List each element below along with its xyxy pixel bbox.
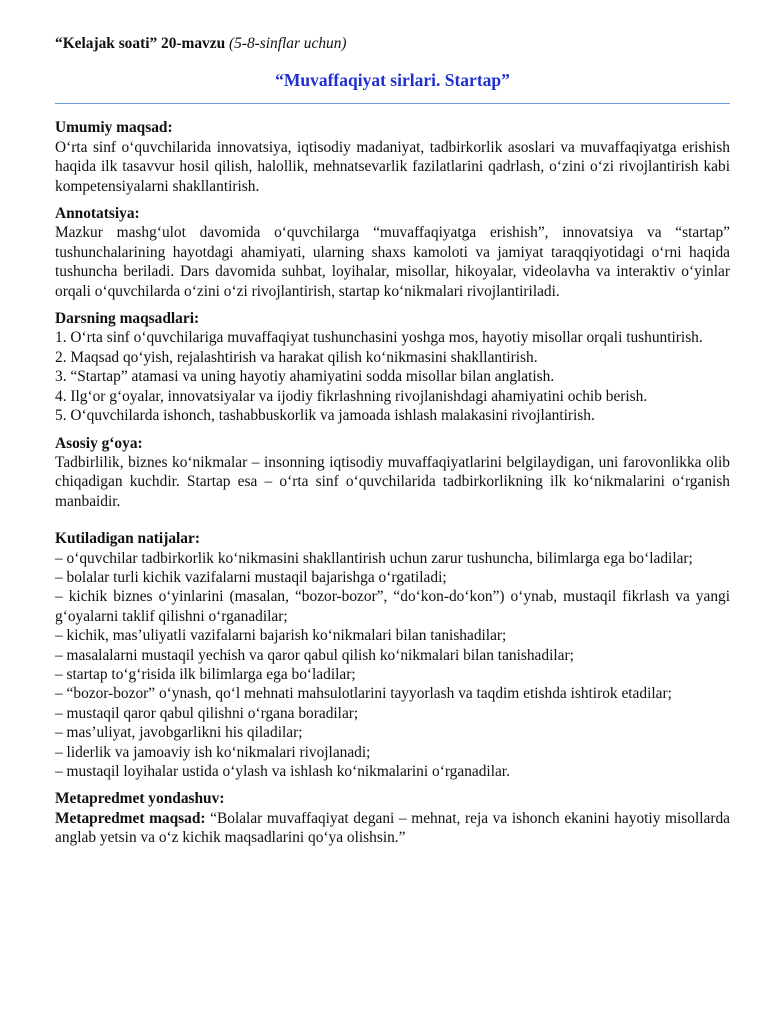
section-heading: Annotatsiya: bbox=[55, 205, 140, 223]
section-text: Tadbirlilik, biznes ko‘nikmalar – insonning iqtisodiy muvaffaqiyatlarini belgilaydigan, uni farovonlikka olib chiqadigan kuchdir. Startap esa – o‘rta sinf o‘quvchilarida tadbirkorlikning ilk ko‘nikmalarini o‘rganish manbaidir. bbox=[55, 453, 730, 510]
section-annotatsiya bbox=[55, 204, 730, 301]
list-item: 5. O‘quvchilarda ishonch, tashabbuskorlik va jamoada ishlash malakasini rivojlantirish. bbox=[55, 407, 595, 425]
section-heading: Kutiladigan natijalar: bbox=[55, 530, 200, 548]
list-item: – startap to‘g‘risida ilk bilimlarga ega bo‘ladilar; bbox=[55, 665, 356, 683]
list-item: – bolalar turli kichik vazifalarni mustaqil bajarishga o‘rgatiladi; bbox=[55, 568, 447, 586]
metapredmet-paragraph bbox=[55, 809, 730, 848]
list-item: – liderlik va jamoaviy ish ko‘nikmalari rivojlanadi; bbox=[55, 743, 371, 761]
section-asosiy-goya bbox=[55, 434, 730, 512]
list-item: – kichik, mas’uliyatli vazifalarni bajarish ko‘nikmalari bilan tanishadilar; bbox=[55, 627, 507, 645]
section-text: Mazkur mashg‘ulot davomida o‘quvchilarga “muvaffaqiyatga erishish”, innovatsiya va “startap” tushunchalarining hayotdagi ahamiyati, ularning shaxs kamoloti va jamiyat taraqqiyotidagi o‘rni haqida tushuncha beriladi. Dars davomida suhbat, loyihalar, misollar, hikoyalar, videolavha va interaktiv o‘yinlar orqali o‘quvchilarda o‘zini o‘zi rivojlantirish, startap ko‘nikmalari rivojlantiriladi. bbox=[55, 224, 730, 300]
list-item: – mas’uliyat, javobgarlikni his qiladilar; bbox=[55, 724, 303, 742]
list-item: – mustaqil loyihalar ustida o‘ylash va ishlash ko‘nikmalarini o‘rganadilar. bbox=[55, 763, 510, 780]
lesson-header-topic: “Kelajak soati” 20-mavzu bbox=[55, 35, 226, 52]
section-kutiladigan-natijalar bbox=[55, 529, 730, 781]
list-item: – o‘quvchilar tadbirkorlik ko‘nikmasini shakllantirish uchun zarur tushuncha, bilimlarga ega bo‘ladilar; bbox=[55, 549, 693, 567]
list-item: 1. O‘rta sinf o‘quvchilariga muvaffaqiyat tushunchasini yoshga mos, hayotiy misollar orqali tushuntirish. bbox=[55, 329, 703, 347]
section-heading: Asosiy g‘oya: bbox=[55, 434, 143, 452]
metapredmet-text: “Bolalar muvaffaqiyat degani – mehnat, reja va ishonch ekanini hayotiy misollarda anglab yetsin va o‘z kichik maqsadlarini qo‘ya olishsin.” bbox=[55, 809, 730, 847]
section-darsning-maqsadlari bbox=[55, 309, 730, 425]
list-item: 4. Ilg‘or g‘oyalar, innovatsiyalar va ijodiy fikrlashning rivojlanishdagi ahamiyatini ochib berish. bbox=[55, 387, 648, 405]
section-heading: Darsning maqsadlari: bbox=[55, 310, 200, 328]
list-item: – “bozor-bozor” o‘ynash, qo‘l mehnati mahsulotlarini tayyorlash va taqdim etishda ishtirok etadilar; bbox=[55, 685, 672, 703]
lesson-header-grades: (5-8-sinflar uchun) bbox=[229, 35, 347, 52]
section-umumiy-maqsad bbox=[55, 118, 730, 196]
list-item: – masalalarni mustaqil yechish va qaror qabul qilish ko‘nikmalari bilan tanishadilar; bbox=[55, 646, 574, 664]
list-item: 2. Maqsad qo‘yish, rejalashtirish va harakat qilish ko‘nikmasini shakllantirish. bbox=[55, 348, 538, 366]
document-title: “Muvaffaqiyat sirlari. Startap” bbox=[275, 70, 510, 91]
list-item: – kichik biznes o‘yinlarini (masalan, “bozor-bozor”, “do‘kon-do‘kon”) o‘ynab, mustaqil fikrlash va yangi g‘oyalarni taklif qilishni o‘rganadilar; bbox=[55, 588, 730, 625]
section-heading: Umumiy maqsad: bbox=[55, 119, 173, 137]
list-item: – mustaqil qaror qabul qilishni o‘rgana boradilar; bbox=[55, 704, 359, 722]
metapredmet-label: Metapredmet maqsad: bbox=[55, 809, 206, 827]
lesson-header bbox=[55, 34, 730, 53]
section-heading: Metapredmet yondashuv: bbox=[55, 790, 225, 808]
section-metapredmet bbox=[55, 789, 730, 847]
title-divider bbox=[55, 103, 730, 104]
document-page bbox=[55, 34, 730, 856]
section-text: O‘rta sinf o‘quvchilarida innovatsiya, iqtisodiy madaniyat, tadbirkorlik asoslari va muvaffaqiyatga erishish haqida ilk tasavvur hosil qilish, halollik, mehnatsevarlik fazilatlarini qadrlash, o‘zini o‘zi rivojlantirish kabi kompetensiyalarni shakllantirish. bbox=[55, 138, 730, 195]
list-item: 3. “Startap” atamasi va uning hayotiy ahamiyatini sodda misollar bilan anglatish. bbox=[55, 368, 555, 386]
